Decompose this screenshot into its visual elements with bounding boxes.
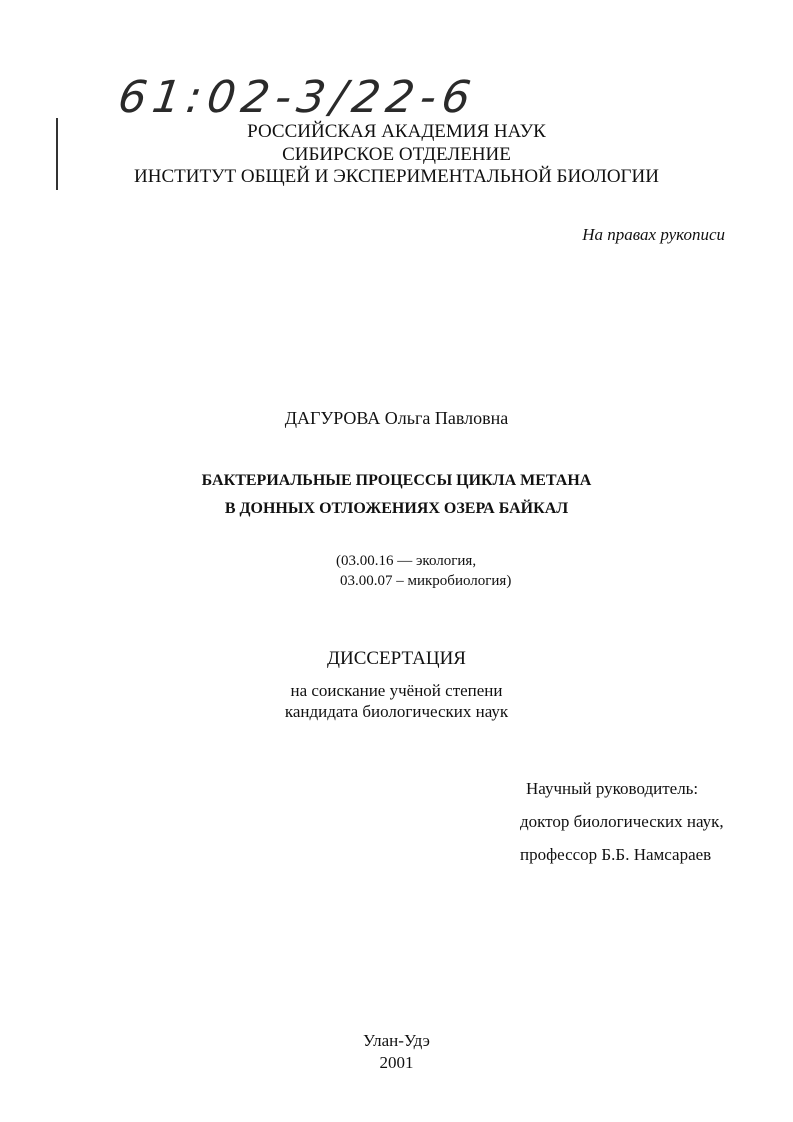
supervisor-degree: доктор биологических наук, — [520, 812, 724, 831]
header-branch: СИБИРСКОЕ ОТДЕЛЕНИЕ — [282, 144, 511, 165]
header-org: РОССИЙСКАЯ АКАДЕМИЯ НАУК — [247, 121, 546, 142]
rights-note: На правах рукописи — [582, 225, 725, 244]
degree-line-1: на соискание учёной степени — [290, 681, 503, 700]
author-name: ДАГУРОВА Ольга Павловна — [284, 408, 509, 428]
header-institute: ИНСТИТУТ ОБЩЕЙ И ЭКСПЕРИМЕНТАЛЬНОЙ БИОЛОГИИ — [134, 166, 659, 187]
supervisor-block — [520, 772, 724, 871]
work-type: ДИССЕРТАЦИЯ — [327, 648, 466, 669]
specialties — [336, 551, 511, 591]
degree-line-2: кандидата биологических наук — [284, 702, 509, 721]
supervisor-label: Научный руководитель: — [526, 779, 699, 798]
handwritten-archive-code: 61:02-3/22-6 — [115, 72, 480, 123]
title-line-1: БАКТЕРИАЛЬНЫЕ ПРОЦЕССЫ ЦИКЛА МЕТАНА — [201, 472, 592, 489]
place-city: Улан-Удэ — [363, 1031, 430, 1050]
specialty-line-1: (03.00.16 — экология, — [336, 553, 477, 569]
title-line-2: В ДОННЫХ ОТЛОЖЕНИЯХ ОЗЕРА БАЙКАЛ — [224, 500, 569, 517]
specialty-line-2: 03.00.07 – микробиология) — [340, 573, 512, 589]
place-year: 2001 — [379, 1053, 414, 1072]
supervisor-name: профессор Б.Б. Намсараев — [520, 845, 712, 864]
